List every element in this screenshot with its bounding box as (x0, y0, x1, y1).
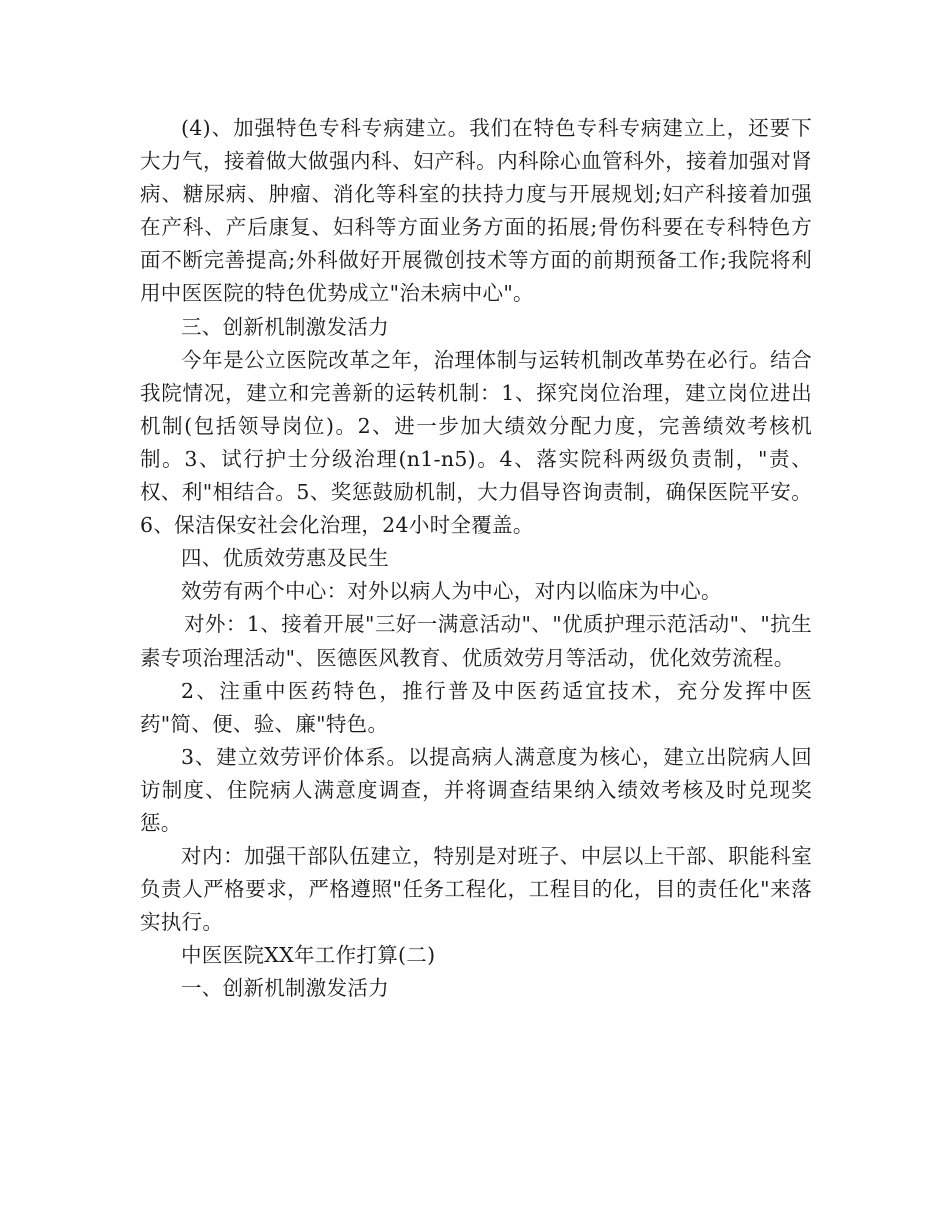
document-subtitle: 中医医院XX年工作打算(二) (181, 943, 436, 968)
paragraph-external-2: 2、注重中医药特色，推行普及中医药适宜技术，充分发挥中医药"简、便、验、廉"特色。 (140, 678, 812, 736)
section-heading-4: 四、优质效劳惠及民生 (181, 546, 389, 571)
paragraph-external-1: 对外：1、接着开展"三好一满意活动"、"优质护理示范活动"、"抗生素专项治理活动"、医德医风教育、优质效劳月等活动，优化效劳流程。 (140, 612, 812, 670)
paragraph-specialty-construction: (4)、加强特色专科专病建立。我们在特色专科专病建立上，还要下大力气，接着做大做强内科、妇产科。内科除心血管科外，接着加强对肾病、糖尿病、肿瘤、消化等科室的扶持力度与开展规划;妇产科接着加强在产科、产后康复、妇科等方面业务方面的拓展;骨伤科要在专科特色方面不断完善提高;外科做好开展微创技术等方面的前期预备工作;我院将利用中医医院的特色优势成立"治未病中心"。 (140, 116, 812, 306)
paragraph-service-centers: 效劳有两个中心：对外以病人为中心，对内以临床为中心。 (181, 579, 722, 604)
paragraph-internal: 对内：加强干部队伍建立，特别是对班子、中层以上干部、职能科室负责人严格要求，严格遵照"任务工程化，工程目的化，目的责任化"来落实执行。 (140, 844, 812, 935)
section-heading-3: 三、创新机制激发活力 (181, 314, 389, 339)
document-body (140, 112, 812, 1006)
section-heading-1: 一、创新机制激发活力 (181, 976, 389, 1001)
paragraph-mechanism-reform: 今年是公立医院改革之年，治理体制与运转机制改革势在必行。结合我院情况，建立和完善新的运转机制：1、探究岗位治理，建立岗位进出机制(包括领导岗位)。2、进一步加大绩效分配力度，完善绩效考核机制。3、试行护士分级治理(n1-n5)。4、落实院科两级负责制，"责、权、利"相结合。5、奖惩鼓励机制，大力倡导咨询责制，确保医院平安。6、保洁保安社会化治理，24小时全覆盖。 (140, 347, 812, 538)
paragraph-external-3: 3、建立效劳评价体系。以提高病人满意度为核心，建立出院病人回访制度、住院病人满意度调查，并将调查结果纳入绩效考核及时兑现奖惩。 (140, 744, 812, 835)
